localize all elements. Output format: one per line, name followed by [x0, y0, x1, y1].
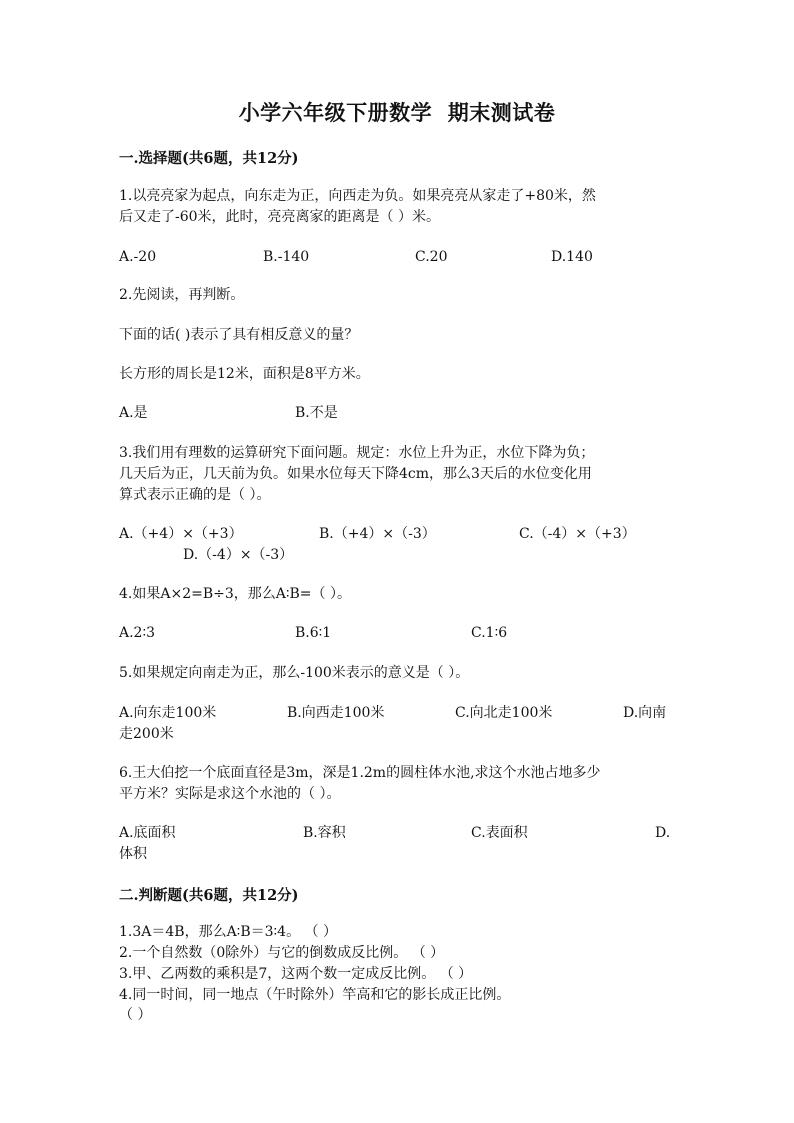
- question-1-option-c: C.20: [415, 249, 448, 265]
- question-3-line-3: 算式表示正确的是（ ）。: [119, 487, 271, 503]
- judgement-4: 4.同一时间，同一地点（午时除外）竿高和它的影长成正比例。: [119, 987, 511, 1003]
- judgement-1: 1.3A＝4B，那么A∶B＝3∶4。 （ ）: [119, 924, 337, 940]
- question-1-line-2: 后又走了-60米，此时，亮亮离家的距离是（ ）米。: [119, 209, 440, 225]
- question-6-option-d: D.: [655, 825, 671, 841]
- question-1-option-a: A.-20: [119, 249, 157, 265]
- question-6-option-b: B.容积: [303, 825, 346, 841]
- question-5-option-d-continued: 走200米: [119, 726, 174, 742]
- question-3-option-d: D.（-4）×（-3）: [183, 547, 294, 563]
- question-2-line-3: 长方形的周长是12米，面积是8平方米。: [119, 366, 370, 382]
- question-5-option-c: C.向北走100米: [455, 705, 553, 721]
- question-2-line-1: 2.先阅读，再判断。: [119, 287, 245, 303]
- question-2-line-2: 下面的话( )表示了具有相反意义的量？: [119, 327, 359, 343]
- question-4-option-c: C.1∶6: [471, 625, 508, 641]
- question-6-line-2: 平方米？实际是求这个水池的（ ）。: [119, 786, 341, 802]
- question-3-line-2: 几天后为正，几天前为负。如果水位每天下降4cm，那么3天后的水位变化用: [119, 466, 592, 482]
- question-2-option-b: B.不是: [295, 405, 338, 421]
- question-5-option-a: A.向东走100米: [119, 705, 217, 721]
- page-title: 小学六年级下册数学 期末测试卷: [238, 100, 556, 125]
- question-6-line-1: 6.王大伯挖一个底面直径是3m，深是1.2m的圆柱体水池,求这个水池占地多少: [119, 765, 601, 781]
- question-3-option-b: B.（+4）×（-3）: [319, 526, 436, 542]
- question-2-option-a: A.是: [119, 405, 148, 421]
- question-1-option-b: B.-140: [263, 249, 310, 265]
- question-4-line-1: 4.如果A×2=B÷3，那么A∶B=（ ）。: [119, 586, 351, 602]
- question-3-option-c: C.（-4）×（+3）: [519, 526, 636, 542]
- judgement-3: 3.甲、乙两数的乘积是7，这两个数一定成反比例。 （ ）: [119, 966, 473, 982]
- judgement-2: 2.一个自然数（0除外）与它的倒数成反比例。 （ ）: [119, 945, 445, 961]
- section-heading-true-false: 二.判断题(共6题，共12分): [119, 887, 299, 904]
- question-4-option-b: B.6∶1: [295, 625, 332, 641]
- section-heading-multiple-choice: 一.选择题(共6题，共12分): [119, 150, 299, 167]
- question-3-line-1: 3.我们用有理数的运算研究下面问题。规定：水位上升为正，水位下降为负；: [119, 445, 595, 461]
- judgement-4-answer-blank: （ ）: [119, 1007, 152, 1023]
- question-4-option-a: A.2∶3: [119, 625, 156, 641]
- question-1-option-d: D.140: [551, 249, 593, 265]
- question-5-option-d: D.向南: [623, 705, 667, 721]
- question-6-option-c: C.表面积: [471, 825, 528, 841]
- question-1-line-1: 1.以亮亮家为起点，向东走为正，向西走为负。如果亮亮从家走了+80米，然: [119, 188, 596, 204]
- question-5-option-b: B.向西走100米: [287, 705, 385, 721]
- question-3-option-a: A.（+4）×（+3）: [119, 526, 243, 542]
- question-6-option-d-continued: 体积: [119, 846, 147, 862]
- question-5-line-1: 5.如果规定向南走为正，那么-100米表示的意义是（ ）。: [119, 665, 470, 681]
- question-6-option-a: A.底面积: [119, 825, 176, 841]
